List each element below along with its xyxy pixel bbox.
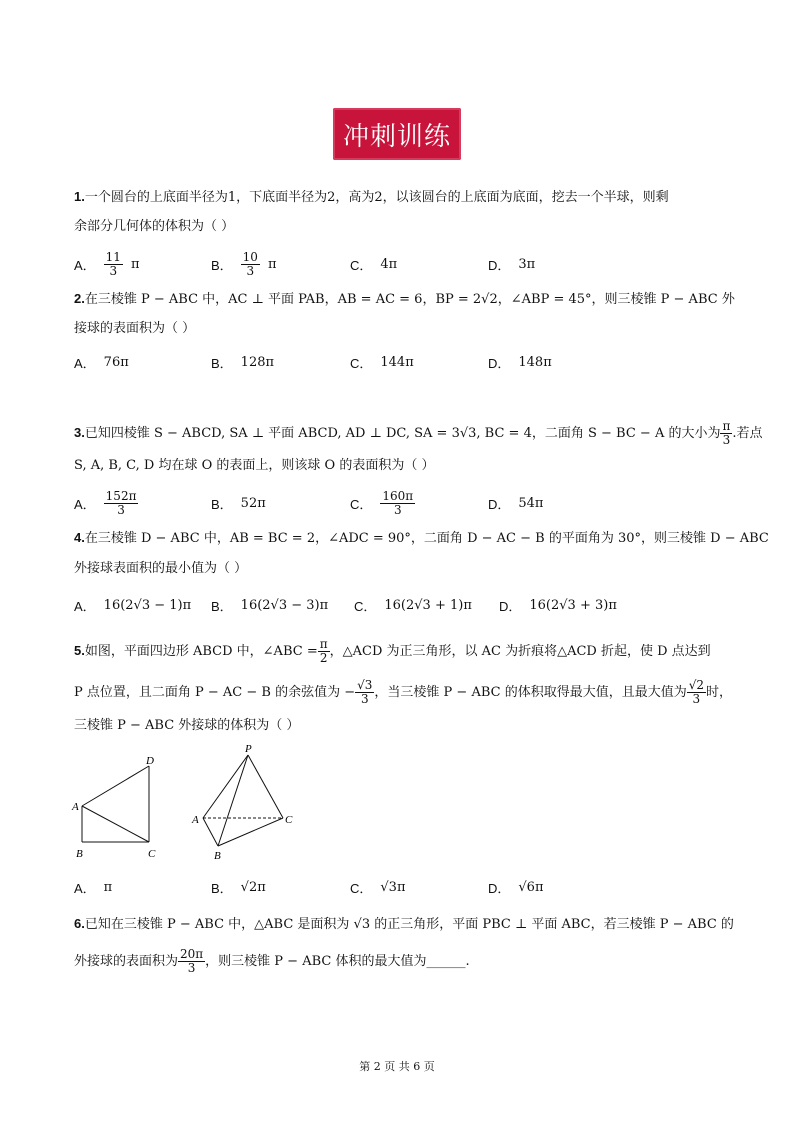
q5-option-c[interactable]: C． √3π bbox=[350, 879, 406, 896]
label-b: B bbox=[76, 848, 83, 860]
q5-option-b[interactable]: B． √2π bbox=[211, 879, 266, 896]
q5-cos-fraction: $\frac{√3}{3}$ bbox=[357, 678, 373, 706]
q1-text1: 一个圆台的上底面半径为1，下底面半径为2，高为2，以该圆台的上底面为底面，挖去一个半球，则剩 bbox=[84, 190, 669, 205]
label-c2: C bbox=[285, 814, 293, 826]
q5-angle-fraction: $\frac{\pi}{2}$ bbox=[319, 637, 328, 665]
label-b2: B bbox=[214, 850, 221, 862]
q3-number: 3. bbox=[74, 425, 85, 440]
q2-number: 2. bbox=[74, 291, 85, 306]
q1-options bbox=[74, 249, 724, 279]
page-footer: 第 2 页 共 6 页 bbox=[359, 1060, 435, 1073]
tetrahedron-pabc-figure bbox=[191, 743, 293, 862]
q5-line2: P 点位置，且二面角 P − AC − B 的余弦值为 − $\frac{√3}{3}$ ，当三棱锥 P − ABC 的体积取得最大值，且最大值为 $\frac{√2}{3}$ 时， bbox=[74, 678, 733, 706]
banner-title: 冲刺训练 bbox=[342, 121, 451, 152]
q2-option-d[interactable]: D． 148π bbox=[488, 354, 552, 371]
q5-volume-fraction: $\frac{√2}{3}$ bbox=[688, 678, 704, 706]
q5-line1: 5.如图，平面四边形 ABCD 中，∠ABC = $\frac{\pi}{2}$ ，△ACD 为正三角形，以 AC 为折痕将△ACD 折起，使 D 点达到 bbox=[74, 637, 711, 665]
q2-line2: 接球的表面积为（ ） bbox=[74, 321, 196, 336]
q5-option-a[interactable]: A． π bbox=[74, 879, 113, 896]
q6-area-fraction: $\frac{20\pi}{3}$ bbox=[180, 947, 204, 975]
q4-line2: 外接球表面积的最小值为（ ） bbox=[74, 561, 248, 576]
q3-angle-fraction: $\frac{\pi}{3}$ bbox=[722, 419, 731, 447]
q3-option-a[interactable]: A． $\frac{152\pi}{3}$ bbox=[74, 488, 137, 517]
label-a2: A bbox=[192, 814, 199, 826]
q5-option-d[interactable]: D． √6π bbox=[488, 879, 544, 896]
q4-option-d[interactable]: D． 16(2√3 + 3)π bbox=[499, 597, 617, 614]
label-p: P bbox=[245, 743, 252, 755]
q2-options bbox=[74, 347, 724, 377]
q4-line1: 4.在三棱锥 D − ABC 中，AB = BC = 2，∠ADC = 90°，二面角 D − AC − B 的平面角为 30°，则三棱锥 D − ABC bbox=[74, 530, 769, 546]
q3-option-c[interactable]: C． $\frac{160\pi}{3}$ bbox=[350, 488, 414, 517]
q5-figures bbox=[70, 740, 330, 865]
quadrilateral-abcd-figure bbox=[71, 755, 156, 860]
q1-number: 1. bbox=[74, 189, 85, 204]
q4-option-a[interactable]: A． 16(2√3 − 1)π bbox=[74, 597, 192, 614]
q1-line1 bbox=[74, 187, 724, 208]
q1-option-b[interactable]: B． $\frac{10}{3}$ π bbox=[211, 249, 277, 278]
q3-option-b[interactable]: B． 52π bbox=[211, 495, 266, 512]
q2-option-a[interactable]: A． 76π bbox=[74, 354, 129, 371]
q1-line2: 余部分几何体的体积为（ ） bbox=[74, 219, 235, 234]
q2-line1: 2.在三棱锥 P − ABC 中，AC ⊥ 平面 PAB，AB = AC = 6，BP = 2√2，∠ABP = 45°，则三棱锥 P − ABC 外 bbox=[74, 291, 735, 307]
q5-line3: 三棱锥 P − ABC 外接球的体积为（ ） bbox=[74, 718, 300, 733]
q2-option-b[interactable]: B． 128π bbox=[211, 354, 275, 371]
label-c: C bbox=[148, 848, 156, 860]
q1-option-a[interactable]: A． $\frac{11}{3}$ π bbox=[74, 249, 140, 278]
q6-line2: 外接球的表面积为 $\frac{20\pi}{3}$ ，则三棱锥 P − ABC 体积的最大值为______. bbox=[74, 947, 470, 975]
q3-options bbox=[74, 488, 724, 518]
q3-option-d[interactable]: D． 54π bbox=[488, 495, 544, 512]
q1-option-c[interactable]: C． 4π bbox=[350, 256, 398, 273]
q5-options bbox=[74, 872, 724, 902]
q4-option-c[interactable]: C． 16(2√3 + 1)π bbox=[354, 597, 472, 614]
q2-option-c[interactable]: C． 144π bbox=[350, 354, 414, 371]
q4-number: 4. bbox=[74, 530, 85, 545]
q6-line1: 6.已知在三棱锥 P − ABC 中，△ABC 是面积为 √3 的正三角形，平面 PBC ⊥ 平面 ABC，若三棱锥 P − ABC 的 bbox=[74, 916, 734, 932]
q3-line1: 3.已知四棱锥 S − ABCD, SA ⊥ 平面 ABCD, AD ⊥ DC, SA = 3√3, BC = 4，二面角 S − BC − A 的大小为 $\frac{\pi}{3}$ .若点 bbox=[74, 419, 763, 447]
q4-options bbox=[74, 590, 724, 620]
section-banner bbox=[333, 108, 461, 160]
q1-option-d[interactable]: D． 3π bbox=[488, 256, 536, 273]
q3-line2: S, A, B, C, D 均在球 O 的表面上，则该球 O 的表面积为（ ） bbox=[74, 458, 435, 473]
q4-option-b[interactable]: B． 16(2√3 − 3)π bbox=[211, 597, 329, 614]
label-d: D bbox=[146, 755, 154, 767]
q1-a-fraction: $\frac{11}{3}$ bbox=[105, 249, 121, 278]
q6-number: 6. bbox=[74, 916, 85, 931]
q5-number: 5. bbox=[74, 643, 85, 658]
label-a: A bbox=[72, 801, 79, 813]
q1-b-fraction: $\frac{10}{3}$ bbox=[242, 249, 258, 278]
